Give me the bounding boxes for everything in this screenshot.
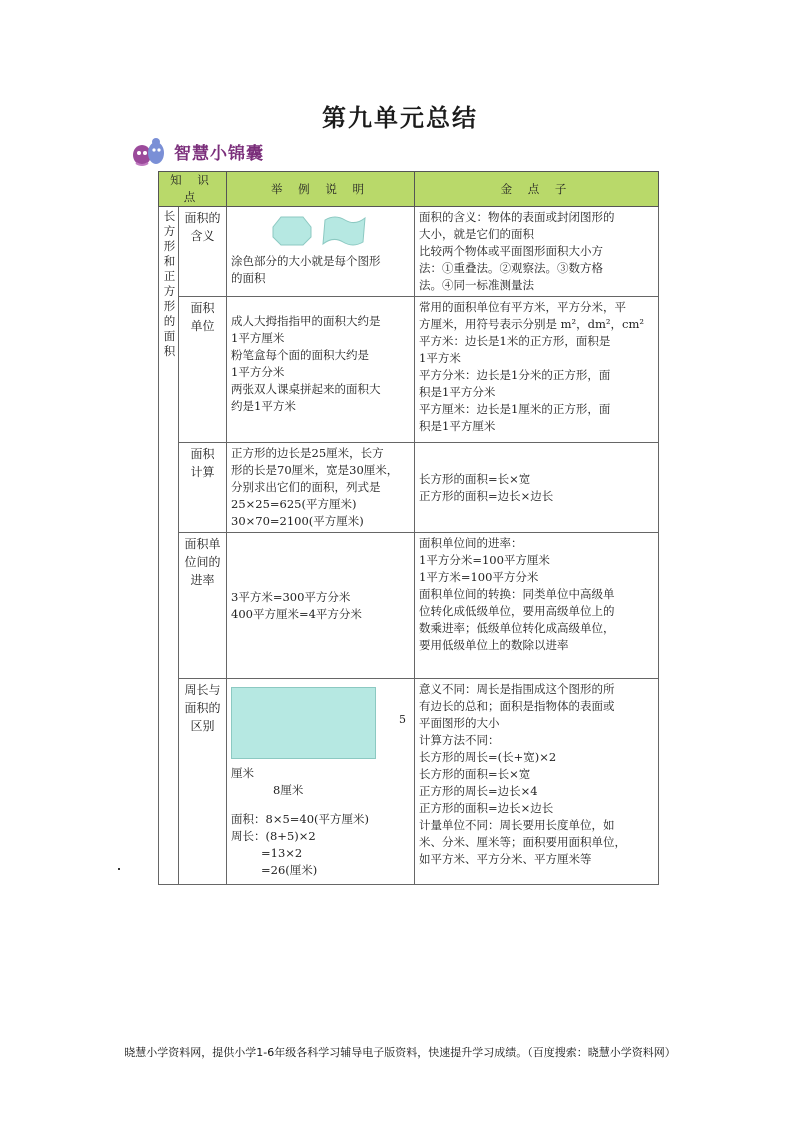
wavy-shape-icon xyxy=(321,214,367,248)
page-title: 第九单元总结 xyxy=(322,104,478,132)
section-header xyxy=(130,135,264,167)
table-header-row xyxy=(159,172,659,207)
example-cell: 5 厘米 8厘米 面积：8×5=40(平方厘米) 周长：(8+5)×2 =13×2 =26(厘米) xyxy=(227,679,415,885)
tip-cell: 面积的含义：物体的表面或封闭图形的 大小，就是它们的面积 比较两个物体或平面图形面积大小方 法：①重叠法。②观察法。③数方格 法。④同一标准测量法 xyxy=(415,207,659,297)
example-cell: 涂色部分的大小就是每个图形 的面积 xyxy=(227,207,415,297)
table-row xyxy=(159,207,659,297)
header-knowledge-point: 知 识 点 xyxy=(159,172,227,207)
point-cell: 面积 计算 xyxy=(179,443,227,533)
example-cell: 成人大拇指指甲的面积大约是 1平方厘米 粉笔盒每个面的面积大约是 1平方分米 两张双人课桌拼起来的面积大 约是1平方米 xyxy=(227,297,415,443)
table-row xyxy=(159,679,659,885)
table-row xyxy=(159,297,659,443)
section-title: 智慧小锦囊 xyxy=(174,143,264,164)
tip-cell: 面积单位间的进率： 1平方分米=100平方厘米 1平方米=100平方分米 面积单位间的转换：同类单位中高级单 位转化成低级单位，要用高级单位上的 数乘进率；低级单位转化成高级单位， 要用低级单位上的数除以进率 xyxy=(415,533,659,679)
stray-dot xyxy=(118,868,120,870)
table-row xyxy=(159,443,659,533)
summary-table xyxy=(158,171,659,885)
tip-cell: 长方形的面积=长×宽 正方形的面积=边长×边长 xyxy=(415,443,659,533)
page-footer: 晓慧小学资料网，提供小学1-6年级各科学习辅导电子版资料，快速提升学习成绩。（百度搜索：晓慧小学资料网） xyxy=(124,1046,676,1059)
octagon-shape-icon xyxy=(271,215,313,247)
shapes-illustration xyxy=(231,209,410,253)
rectangle-illustration: 5 厘米 8厘米 xyxy=(231,681,410,811)
tip-cell: 常用的面积单位有平方米，平方分米，平 方厘米，用符号表示分别是 m²，dm²，cm² 平方米：边长是1米的正方形，面积是 1平方米 平方分米：边长是1分米的正方形，面 积是1平方分米 平方厘米：边长是1厘米的正方形，面 积是1平方厘米 xyxy=(415,297,659,443)
header-tips: 金 点 子 xyxy=(415,172,659,207)
example-cell: 正方形的边长是25厘米，长方 形的长是70厘米，宽是30厘米， 分别求出它们的面积，列式是 25×25=625(平方厘米) 30×70=2100(平方厘米) xyxy=(227,443,415,533)
tip-cell: 意义不同：周长是指围成这个图形的所 有边长的总和；面积是指物体的表面或 平面图形的大小 计算方法不同： 长方形的周长=(长+宽)×2 长方形的面积=长×宽 正方形的周长=边长×4 正方形的面积=边长×边长 计量单位不同：周长要用长度单位，如 米、分米、厘米等；面积要用面积单位， 如平方米、平方分米、平方厘米等 xyxy=(415,679,659,885)
point-cell: 面积的 含义 xyxy=(179,207,227,297)
mascot-icon xyxy=(130,135,168,167)
table-row xyxy=(159,533,659,679)
topic-label: 长方形和正方形的面积 xyxy=(163,209,176,358)
point-cell: 面积 单位 xyxy=(179,297,227,443)
point-cell: 面积单 位间的 进率 xyxy=(179,533,227,679)
point-cell: 周长与 面积的 区别 xyxy=(179,679,227,885)
rectangle-side-label: 5 xyxy=(399,713,406,726)
rectangle-shape xyxy=(231,687,376,759)
topic-cell xyxy=(159,207,179,885)
header-example: 举 例 说 明 xyxy=(227,172,415,207)
example-cell: 3平方米=300平方分米 400平方厘米=4平方分米 xyxy=(227,533,415,679)
